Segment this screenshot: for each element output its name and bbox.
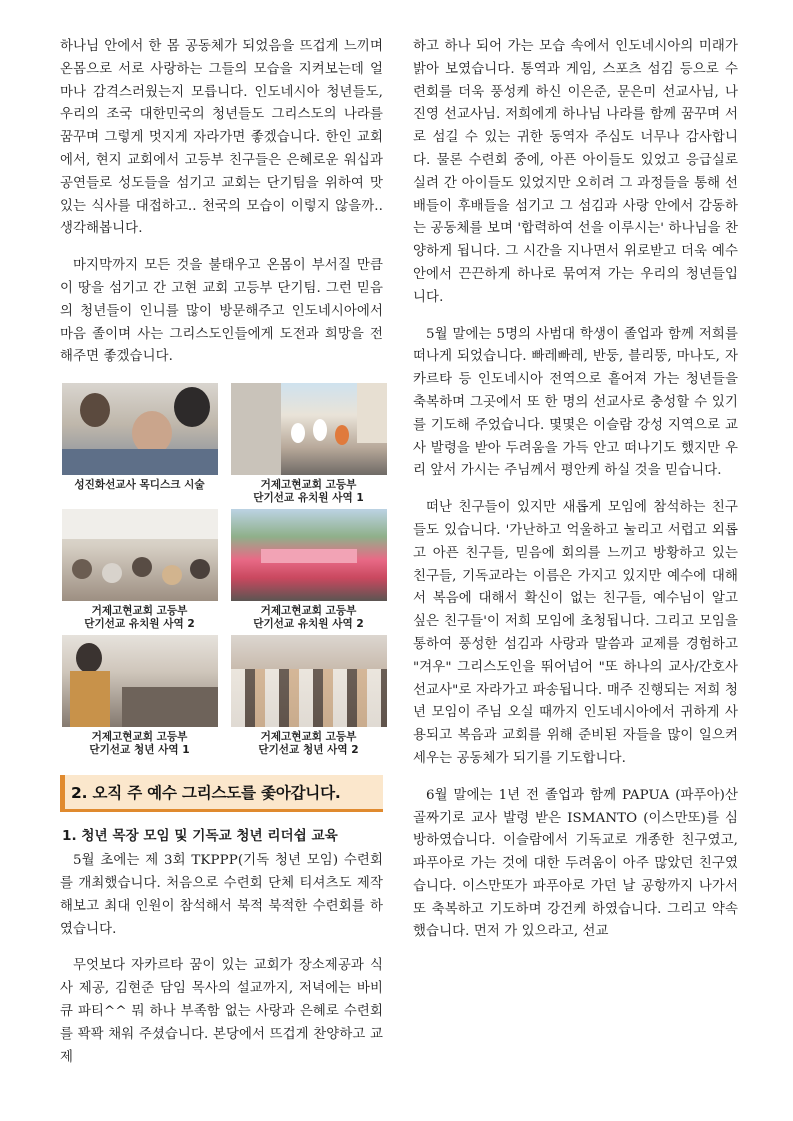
photo-youth-ministry-1	[62, 635, 218, 727]
photo-caption-line2: 단기선교 유치원 사역 2	[253, 618, 364, 631]
photo-caption-line1: 거제고현교회 고등부	[260, 731, 357, 744]
photo-caption-line1: 성진화선교사 목디스크 시술	[74, 479, 205, 492]
left-paragraph-4-text: 무엇보다 자카르타 꿈이 있는 교회가 장소제공과 식사 제공, 김현준 담임 목사의 설교까지, 저녁에는 바비큐 파티^^ 뭐 하나 부족함 없는 사랑과 은혜로 수련회를 꽉꽉 채워 주셨습니다. 본당에서 뜨겁게 찬양하고 교제	[60, 958, 383, 1065]
photo-caption-line1: 거제고현교회 고등부	[91, 731, 188, 744]
photo-kindergarten-ministry-2b	[231, 509, 387, 601]
right-paragraph-4	[413, 785, 738, 945]
photo-caption-line2: 단기선교 유치원 사역 1	[253, 492, 364, 505]
photo-caption-line2: 단기선교 청년 사역 1	[89, 744, 190, 757]
right-paragraph-3	[413, 497, 738, 771]
photo-caption-line1: 거제고현교회 고등부	[91, 605, 188, 618]
photo-grid	[60, 383, 383, 761]
photo-item	[229, 509, 388, 635]
photo-caption-line2: 단기선교 유치원 사역 2	[84, 618, 195, 631]
photo-caption-line1: 거제고현교회 고등부	[260, 479, 357, 492]
left-paragraph-1: 하나님 안에서 한 몸 공동체가 되었음을 뜨겁게 느끼며 온몸으로 서로 사랑하는 그들의 모습을 지켜보는데 얼마나 감격스러웠는지 모릅니다. 인도네시아 청년들도, 우리의 조국 대한민국의 청년들도 그리스도의 나라를 꿈꾸며 그렇게 멋지게 자라가면 좋겠습니다. 한인 교회에서, 현지 교회에서 고등부 친구들은 은혜로운 워십과 공연들로 성도들을 섬기고 교회는 단기팀을 위하여 맛있는 식사를 대접하고.. 천국의 모습이 이렇지 않을까..생각해봅니다.	[60, 39, 383, 237]
photo-kindergarten-ministry-2a	[62, 509, 218, 601]
left-column	[60, 36, 383, 1083]
left-paragraph-3	[60, 850, 383, 941]
left-paragraph-4	[60, 955, 383, 1069]
photo-item	[60, 635, 219, 761]
photo-kindergarten-ministry-1	[231, 383, 387, 475]
section-title: 2. 오직 주 예수 그리스도를 좇아갑니다.	[60, 775, 383, 812]
photo-item	[229, 635, 388, 761]
photo-caption-line1: 거제고현교회 고등부	[260, 605, 357, 618]
right-paragraph-2-text: 5월 말에는 5명의 사범대 학생이 졸업과 함께 저희를 떠나게 되었습니다. 빠레빠레, 반둥, 블리뚱, 마나도, 자카르타 등 인도네시아 전역으로 흩어져 가는 청년들을 축복하며 그곳에서 또 한 명의 선교사로 충성할 수 있기를 기도해 주었습니다. 몇몇은 이슬람 강성 지역으로 교사 발령을 받아 두려움을 가득 안고 떠나기도 했지만 우리 앞서 가시는 주님께서 평안케 하실 것을 믿습니다.	[413, 326, 738, 479]
right-paragraph-4-text: 6월 말에는 1년 전 졸업과 함께 PAPUA (파푸아)산골짜기로 교사 발령 받은 ISMANTO (이스만또)를 심방하였습니다. 이슬람에서 기독교로 개종한 친구였고, 파푸아로 가는 것에 대한 두려움이 아주 많았던 친구였습니다. 이스만또가 파푸아로 가던 날 공항까지 나가서 또 축복하고 기도하며 강건케 하였습니다. 그리고 약속했습니다. 먼저 가 있으라고, 선교	[413, 787, 738, 940]
right-paragraph-3-text: 떠난 친구들이 있지만 새롭게 모임에 참석하는 친구들도 있습니다. '가난하고 억울하고 눌리고 서럽고 외롭고 아픈 친구들, 믿음에 회의를 느끼고 방황하고 있는 친구들, 기독교라는 이름은 가지고 있지만 예수에 대해서 복음에 대해서 확신이 없는 친구들, 예수님이 알고 싶은 친구들'이 저희 모임에 초청됩니다. 그리고 모임을 통하여 풍성한 섬김과 사랑과 말씀과 교제를 경험하고 "겨우" 그리스도인을 뛰어넘어 "또 하나의 교사/간호사 선교사"로 자라가고 파송됩니다. 매주 진행되는 저희 청년 모임이 주님 오실 때까지 인도네시아에서 귀하게 사용되고 복음과 교회를 위해 준비된 자들을 많이 일으켜 세우는 공동체가 되기를 기도합니다.	[413, 500, 738, 766]
photo-medical-procedure	[62, 383, 218, 475]
photo-youth-ministry-2	[231, 635, 387, 727]
photo-item	[60, 509, 219, 635]
subsection-title: 1. 청년 목장 모임 및 기독교 청년 리더쉽 교육	[62, 828, 338, 845]
left-paragraph-2-text: 마지막까지 모든 것을 불태우고 온몸이 부서질 만큼 이 땅을 섬기고 간 고현 교회 고등부 단기팀. 그런 믿음의 청년들이 인니를 많이 방문해주고 인도네시아에서 마음 졸이며 사는 그리스도인들에게 도전과 희망을 전해주면 좋겠습니다.	[60, 258, 383, 365]
left-paragraph-2	[60, 255, 383, 369]
right-paragraph-1: 하고 하나 되어 가는 모습 속에서 인도네시아의 미래가 밝아 보였습니다. 통역과 게임, 스포츠 섬김 등으로 수련회를 더욱 풍성케 하신 이은준, 문은미 선교사님, 나진영 선교사님. 저희에게 하나님 나라를 함께 꿈꾸며 서로 섬길 수 있는 귀한 동역자 주심도 너무나 감사합니다. 물론 수련회 중에, 아픈 아이들도 있었고 응급실로 실려 간 아이들도 있었지만 오히려 그 과정들을 통해 선배들이 후배들을 섬기고 그 섬김과 사랑 안에서 감동하는 공동체를 보며 '합력하여 선을 이루시는' 하나님을 찬양하게 됩니다. 그 시간을 지나면서 위로받고 더욱 예수 안에서 끈끈하게 하나로 묶여져 가는 우리의 청년들입니다.	[413, 39, 738, 305]
photo-caption-line2: 단기선교 청년 사역 2	[258, 744, 359, 757]
right-column	[413, 36, 738, 958]
photo-item	[60, 383, 219, 509]
left-paragraph-3-text: 5월 초에는 제 3회 TKPPP(기독 청년 모임) 수련회를 개최했습니다. 처음으로 수련회 단체 티셔츠도 제작해보고 최대 인원이 참석해서 북적 북적한 수련회를 하였습니다.	[60, 853, 383, 937]
right-paragraph-2	[413, 324, 738, 484]
photo-item	[229, 383, 388, 509]
